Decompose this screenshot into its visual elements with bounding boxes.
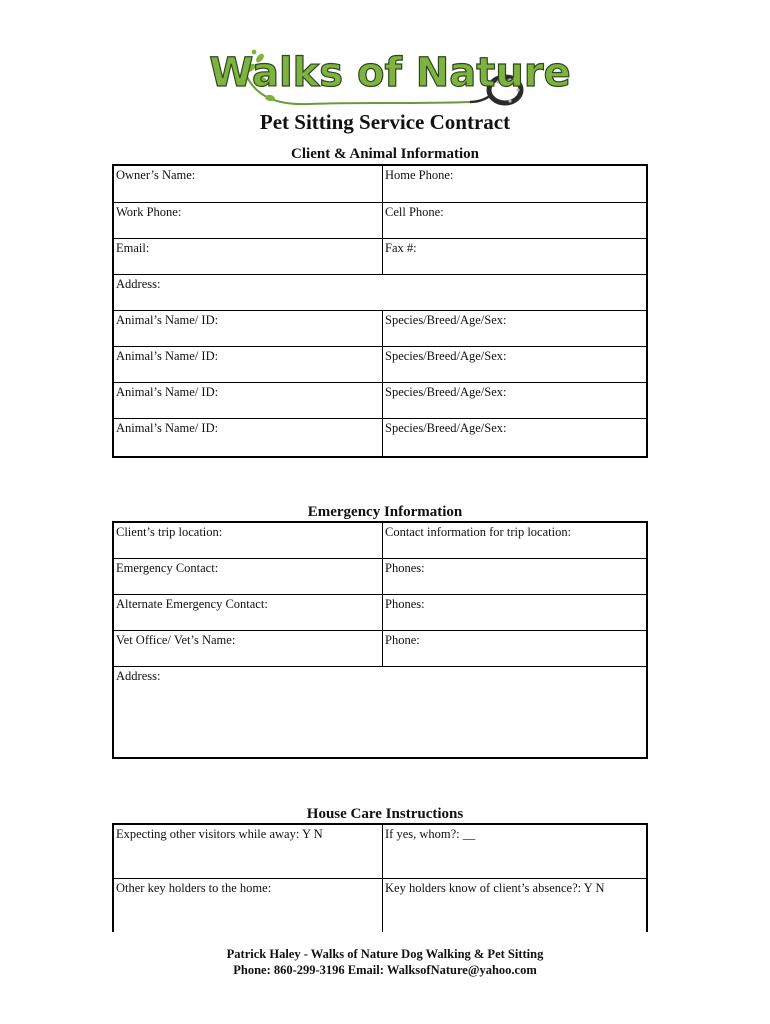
alternate-phones-field[interactable]: Phones: [383, 594, 648, 630]
cell-phone-field[interactable]: Cell Phone: [383, 202, 648, 238]
species-breed-age-sex-field-4[interactable]: Species/Breed/Age/Sex: [383, 418, 648, 457]
logo-wordmark: Walks of Nature [209, 50, 571, 96]
footer-contact-line: Phone: 860-299-3196 Email: WalksofNature@yahoo.com [233, 963, 537, 977]
owners-name-field[interactable]: Owner’s Name: [113, 165, 383, 202]
emergency-contact-field[interactable]: Emergency Contact: [113, 558, 383, 594]
house-care-section-heading: House Care Instructions [306, 806, 464, 822]
emergency-section-heading: Emergency Information [307, 504, 463, 520]
walks-of-nature-logo [209, 40, 571, 112]
species-breed-age-sex-field-3[interactable]: Species/Breed/Age/Sex: [383, 382, 648, 418]
other-key-holders-field[interactable]: Other key holders to the home: [113, 878, 383, 932]
animal-name-id-field-3[interactable]: Animal’s Name/ ID: [113, 382, 383, 418]
vet-office-name-field[interactable]: Vet Office/ Vet’s Name: [113, 630, 383, 666]
expecting-visitors-field[interactable]: Expecting other visitors while away: Y N [113, 824, 383, 878]
vet-address-field[interactable]: Address: [113, 666, 647, 758]
species-breed-age-sex-field-1[interactable]: Species/Breed/Age/Sex: [383, 310, 648, 346]
page-title: Pet Sitting Service Contract [259, 110, 511, 134]
work-phone-field[interactable]: Work Phone: [113, 202, 383, 238]
species-breed-age-sex-field-2[interactable]: Species/Breed/Age/Sex: [383, 346, 648, 382]
animal-name-id-field-1[interactable]: Animal’s Name/ ID: [113, 310, 383, 346]
emergency-phones-field[interactable]: Phones: [383, 558, 648, 594]
house-care-table [112, 823, 648, 932]
footer-business-line: Patrick Haley - Walks of Nature Dog Walking & Pet Sitting [226, 947, 544, 961]
emergency-info-table [112, 521, 648, 759]
fax-field[interactable]: Fax #: [383, 238, 648, 274]
client-info-table [112, 164, 648, 458]
animal-name-id-field-2[interactable]: Animal’s Name/ ID: [113, 346, 383, 382]
client-address-field[interactable]: Address: [113, 274, 647, 310]
alternate-emergency-contact-field[interactable]: Alternate Emergency Contact: [113, 594, 383, 630]
home-phone-field[interactable]: Home Phone: [383, 165, 648, 202]
footer-contact-clip [0, 963, 770, 977]
clients-trip-location-field[interactable]: Client’s trip location: [113, 522, 383, 558]
client-section-heading: Client & Animal Information [291, 146, 479, 162]
email-field[interactable]: Email: [113, 238, 383, 274]
key-holders-know-absence-field[interactable]: Key holders know of client’s absence?: Y N [383, 878, 648, 932]
animal-name-id-field-4[interactable]: Animal’s Name/ ID: [113, 418, 383, 457]
vet-phone-field[interactable]: Phone: [383, 630, 648, 666]
visitors-whom-field[interactable]: If yes, whom?: __ [383, 824, 648, 878]
trip-contact-info-field[interactable]: Contact information for trip location: [383, 522, 648, 558]
